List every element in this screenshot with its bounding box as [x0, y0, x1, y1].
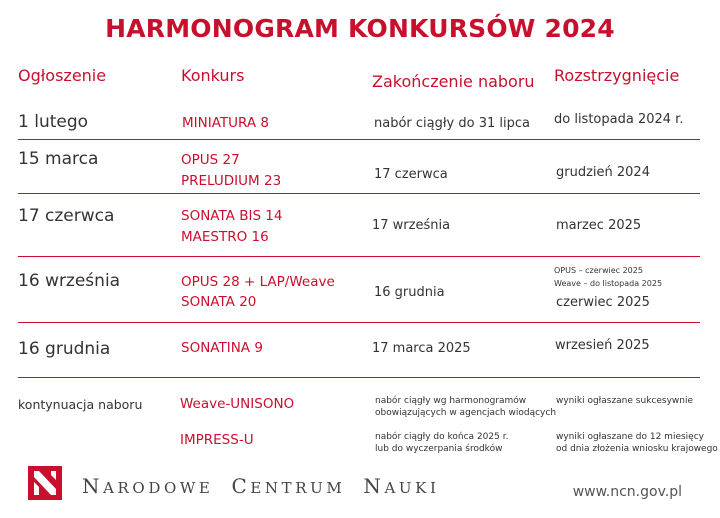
row-3-closing: 17 września: [372, 218, 451, 233]
continuation-contest-1: Weave-UNISONO: [180, 396, 295, 412]
row-3-date: 17 czerwca: [18, 206, 115, 226]
row-4-contest-2: SONATA 20: [181, 294, 257, 310]
row-4-result: czerwiec 2025: [556, 295, 650, 310]
row-divider: [18, 139, 700, 140]
row-4-closing: 16 grudnia: [374, 285, 445, 300]
continuation-label: kontynuacja naboru: [18, 397, 143, 412]
ncn-logo-icon: [28, 466, 62, 500]
continuation-2-closing-1: nabór ciągły do końca 2025 r.: [375, 432, 509, 442]
continuation-2-result-1: wyniki ogłaszane do 12 miesięcy: [556, 432, 704, 442]
header-announcement: Ogłoszenie: [18, 66, 107, 85]
continuation-1-closing-1: nabór ciągły wg harmonogramów: [375, 396, 527, 406]
row-2-closing: 17 czerwca: [374, 167, 448, 182]
row-3-result: marzec 2025: [556, 218, 642, 233]
row-5-date: 16 grudnia: [18, 339, 111, 359]
continuation-2-closing-2: lub do wyczerpania środków: [375, 444, 503, 454]
header-result: Rozstrzygnięcie: [554, 66, 680, 85]
row-2-contest-1: OPUS 27: [181, 152, 240, 168]
header-contest: Konkurs: [181, 66, 245, 85]
row-5-result: wrzesień 2025: [555, 338, 650, 353]
header-closing: Zakończenie naboru: [372, 72, 535, 91]
row-4-date: 16 września: [18, 271, 121, 291]
row-divider: [18, 322, 700, 323]
row-5-contest-1: SONATINA 9: [181, 340, 263, 356]
row-divider: [18, 256, 700, 257]
website-url[interactable]: www.ncn.gov.pl: [572, 484, 682, 500]
row-5-closing: 17 marca 2025: [372, 341, 471, 356]
row-2-contest-2: PRELUDIUM 23: [181, 173, 282, 189]
row-2-result: grudzień 2024: [556, 165, 650, 180]
row-4-contest-1: OPUS 28 + LAP/Weave: [181, 274, 335, 290]
row-1-result: do listopada 2024 r.: [554, 112, 684, 127]
page-title: HARMONOGRAM KONKURSÓW 2024: [105, 14, 615, 43]
row-divider: [18, 377, 700, 378]
continuation-1-closing-2: obowiązujących w agencjach wiodących: [375, 408, 557, 418]
row-3-contest-1: SONATA BIS 14: [181, 208, 283, 224]
row-4-result-note-1: OPUS – czerwiec 2025: [554, 266, 643, 275]
row-1-closing: nabór ciągły do 31 lipca: [374, 116, 530, 131]
row-2-date: 15 marca: [18, 149, 99, 169]
row-1-contest-1: MINIATURA 8: [182, 115, 269, 131]
row-4-result-note-2: Weave – do listopada 2025: [554, 279, 663, 288]
row-1-date: 1 lutego: [18, 112, 89, 132]
continuation-2-result-2: od dnia złożenia wniosku krajowego: [556, 444, 718, 454]
continuation-contest-2: IMPRESS-U: [180, 432, 254, 448]
continuation-1-result: wyniki ogłaszane sukcesywnie: [556, 396, 693, 406]
organization-name: NARODOWE CENTRUM NAUKI: [82, 474, 440, 498]
row-3-contest-2: MAESTRO 16: [181, 229, 269, 245]
row-divider: [18, 193, 700, 194]
